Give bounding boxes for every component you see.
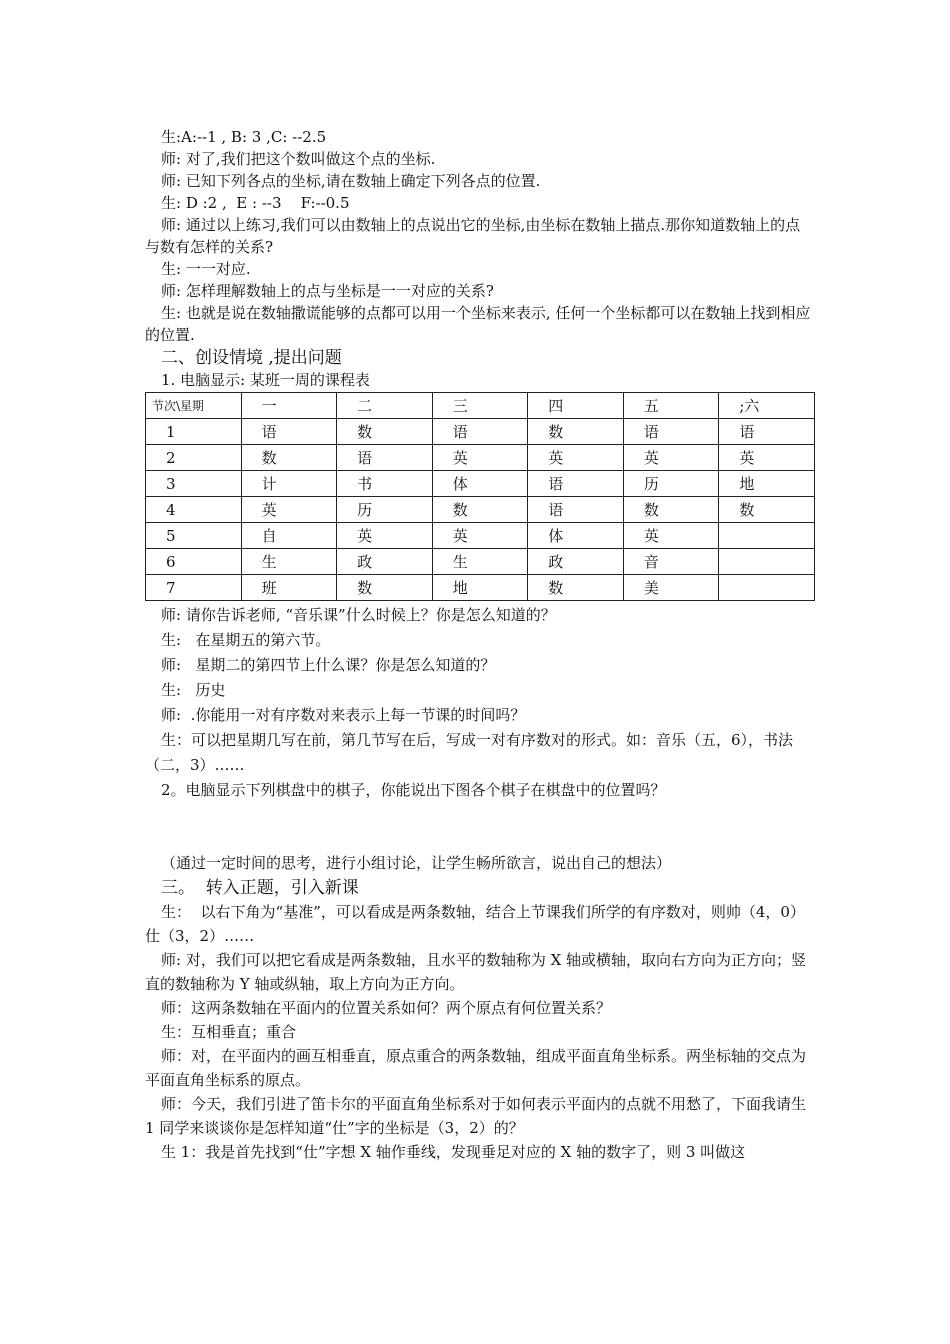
- table-row: [146, 497, 815, 523]
- table-cell: [719, 523, 815, 549]
- table-cell: 英: [528, 445, 624, 471]
- table-cell: 数: [337, 575, 433, 601]
- table-cell: 班: [241, 575, 337, 601]
- dialog-line: 师: 已知下列各点的坐标,请在数轴上确定下列各点的位置.: [161, 172, 541, 190]
- table-cell: 7: [146, 575, 242, 601]
- table-cell: 3: [146, 471, 242, 497]
- table-cell: 政: [337, 549, 433, 575]
- table-header-cell: 四: [528, 393, 624, 419]
- dialog-line: 生：可以把星期几写在前，第几节写在后，写成一对有序数对的形式。如：音乐（五，6），书法（二，3）……: [145, 731, 794, 774]
- table-cell: 历: [623, 471, 719, 497]
- table-row: [146, 419, 815, 445]
- table-cell: 6: [146, 549, 242, 575]
- table-row: [146, 445, 815, 471]
- table-header-cell: 一: [241, 393, 337, 419]
- table-cell: 地: [719, 471, 815, 497]
- dialog-line: 生: 历史: [161, 681, 226, 699]
- section-heading-2: 二、创设情境 ,提出问题: [161, 348, 342, 368]
- table-cell: 2: [146, 445, 242, 471]
- table-cell: 历: [337, 497, 433, 523]
- dialog-line: 2。电脑显示下列棋盘中的棋子，你能说出下图各个棋子在棋盘中的位置吗？: [161, 781, 666, 799]
- table-row: [146, 575, 815, 601]
- table-cell: 数: [241, 445, 337, 471]
- dialog-line: 生： 以右下角为“基准”，可以看成是两条数轴，结合上节课我们所学的有序数对，则帅（4，0）仕（3，2）……: [145, 903, 805, 945]
- dialog-line: 生: 在星期五的第六节。: [161, 631, 331, 649]
- table-cell: 生: [432, 549, 528, 575]
- dialog-line: 师: .你能用一对有序数对来表示上每一节课的时间吗？: [161, 706, 526, 724]
- dialog-line: 师: 星期二的第四节上什么课？你是怎么知道的？: [161, 656, 496, 674]
- table-cell: 语: [432, 419, 528, 445]
- table-cell: 自: [241, 523, 337, 549]
- table-row: [146, 471, 815, 497]
- dialog-line: 生 1：我是首先找到“仕”字想 X 轴作垂线，发现垂足对应的 X 轴的数字了，则 3 叫做这: [161, 1143, 746, 1161]
- table-cell: 生: [241, 549, 337, 575]
- table-cell: 1: [146, 419, 242, 445]
- table-cell: 数: [337, 419, 433, 445]
- table-header-cell: 节次\星期: [146, 393, 242, 419]
- table-cell: 数: [528, 419, 624, 445]
- chessboard-placeholder: [145, 803, 815, 851]
- schedule-table: [145, 392, 815, 601]
- table-cell: 语: [528, 497, 624, 523]
- dialog-line: 师: 请你告诉老师, “音乐课”什么时候上？你是怎么知道的？: [161, 606, 556, 624]
- table-cell: 4: [146, 497, 242, 523]
- table-cell: 政: [528, 549, 624, 575]
- table-cell: 英: [719, 445, 815, 471]
- table-cell: 英: [432, 523, 528, 549]
- table-cell: 英: [623, 523, 719, 549]
- dialog-line: 生:A:--1 , B: 3 ,C: --2.5: [161, 128, 327, 146]
- table-cell: 英: [623, 445, 719, 471]
- dialog-line: 师：对，在平面内的画互相垂直，原点重合的两条数轴，组成平面直角坐标系。两坐标轴的交点为平面直角坐标系的原点。: [145, 1047, 807, 1089]
- table-cell: [719, 549, 815, 575]
- table-cell: 英: [337, 523, 433, 549]
- dialog-line: 师：这两条数轴在平面内的位置关系如何？两个原点有何位置关系？: [161, 999, 612, 1017]
- dialog-line: 师: 对了,我们把这个数叫做这个点的坐标.: [161, 150, 436, 168]
- dialog-line: 师: 通过以上练习,我们可以由数轴上的点说出它的坐标,由坐标在数轴上描点.那你知道数轴上的点与数有怎样的关系?: [145, 216, 801, 256]
- table-cell: 数: [528, 575, 624, 601]
- table-cell: 数: [719, 497, 815, 523]
- table-cell: 英: [432, 445, 528, 471]
- table-header-cell: 五: [623, 393, 719, 419]
- table-header-row: [146, 393, 815, 419]
- table-row: [146, 549, 815, 575]
- document-page: [145, 126, 815, 1164]
- section-heading-3: 三。 转入正题，引入新课: [161, 878, 359, 898]
- table-header-cell: ;六: [719, 393, 815, 419]
- dialog-line: 师: 对，我们可以把它看成是两条数轴，且水平的数轴称为 X 轴或横轴，取向右方向为正方向；竖直的数轴称为 Y 轴或纵轴，取上方向为正方向。: [145, 951, 807, 993]
- table-header-cell: 二: [337, 393, 433, 419]
- dialog-line: 生：互相垂直；重合: [161, 1023, 297, 1041]
- table-cell: 地: [432, 575, 528, 601]
- dialog-line: 生: 一一对应.: [161, 260, 251, 278]
- table-cell: 语: [528, 471, 624, 497]
- dialog-line: 师：今天，我们引进了笛卡尔的平面直角坐标系对于如何表示平面内的点就不用愁了，下面我请生 1 同学来谈谈你是怎样知道“仕”字的坐标是（3，2）的？: [145, 1095, 811, 1137]
- table-cell: 语: [337, 445, 433, 471]
- table-cell: 音: [623, 549, 719, 575]
- table-cell: 语: [719, 419, 815, 445]
- table-cell: 体: [528, 523, 624, 549]
- table-cell: 数: [623, 497, 719, 523]
- table-cell: [719, 575, 815, 601]
- table-cell: 书: [337, 471, 433, 497]
- section-item-1: 1. 电脑显示: 某班一周的课程表: [161, 371, 370, 389]
- note-line: （通过一定时间的思考，进行小组讨论，让学生畅所欲言，说出自己的想法）: [161, 854, 672, 872]
- table-cell: 语: [623, 419, 719, 445]
- table-cell: 计: [241, 471, 337, 497]
- dialog-line: 师: 怎样理解数轴上的点与坐标是一一对应的关系?: [161, 282, 494, 300]
- table-row: [146, 523, 815, 549]
- table-cell: 体: [432, 471, 528, 497]
- table-header-cell: 三: [432, 393, 528, 419]
- table-cell: 语: [241, 419, 337, 445]
- dialog-line: 生: D :2 , E : --3 F:--0.5: [161, 194, 350, 212]
- table-cell: 美: [623, 575, 719, 601]
- dialog-line: 生: 也就是说在数轴撒谎能够的点都可以用一个坐标来表示, 任何一个坐标都可以在数轴上找到相应的位置.: [145, 304, 811, 344]
- table-cell: 数: [432, 497, 528, 523]
- table-cell: 英: [241, 497, 337, 523]
- table-cell: 5: [146, 523, 242, 549]
